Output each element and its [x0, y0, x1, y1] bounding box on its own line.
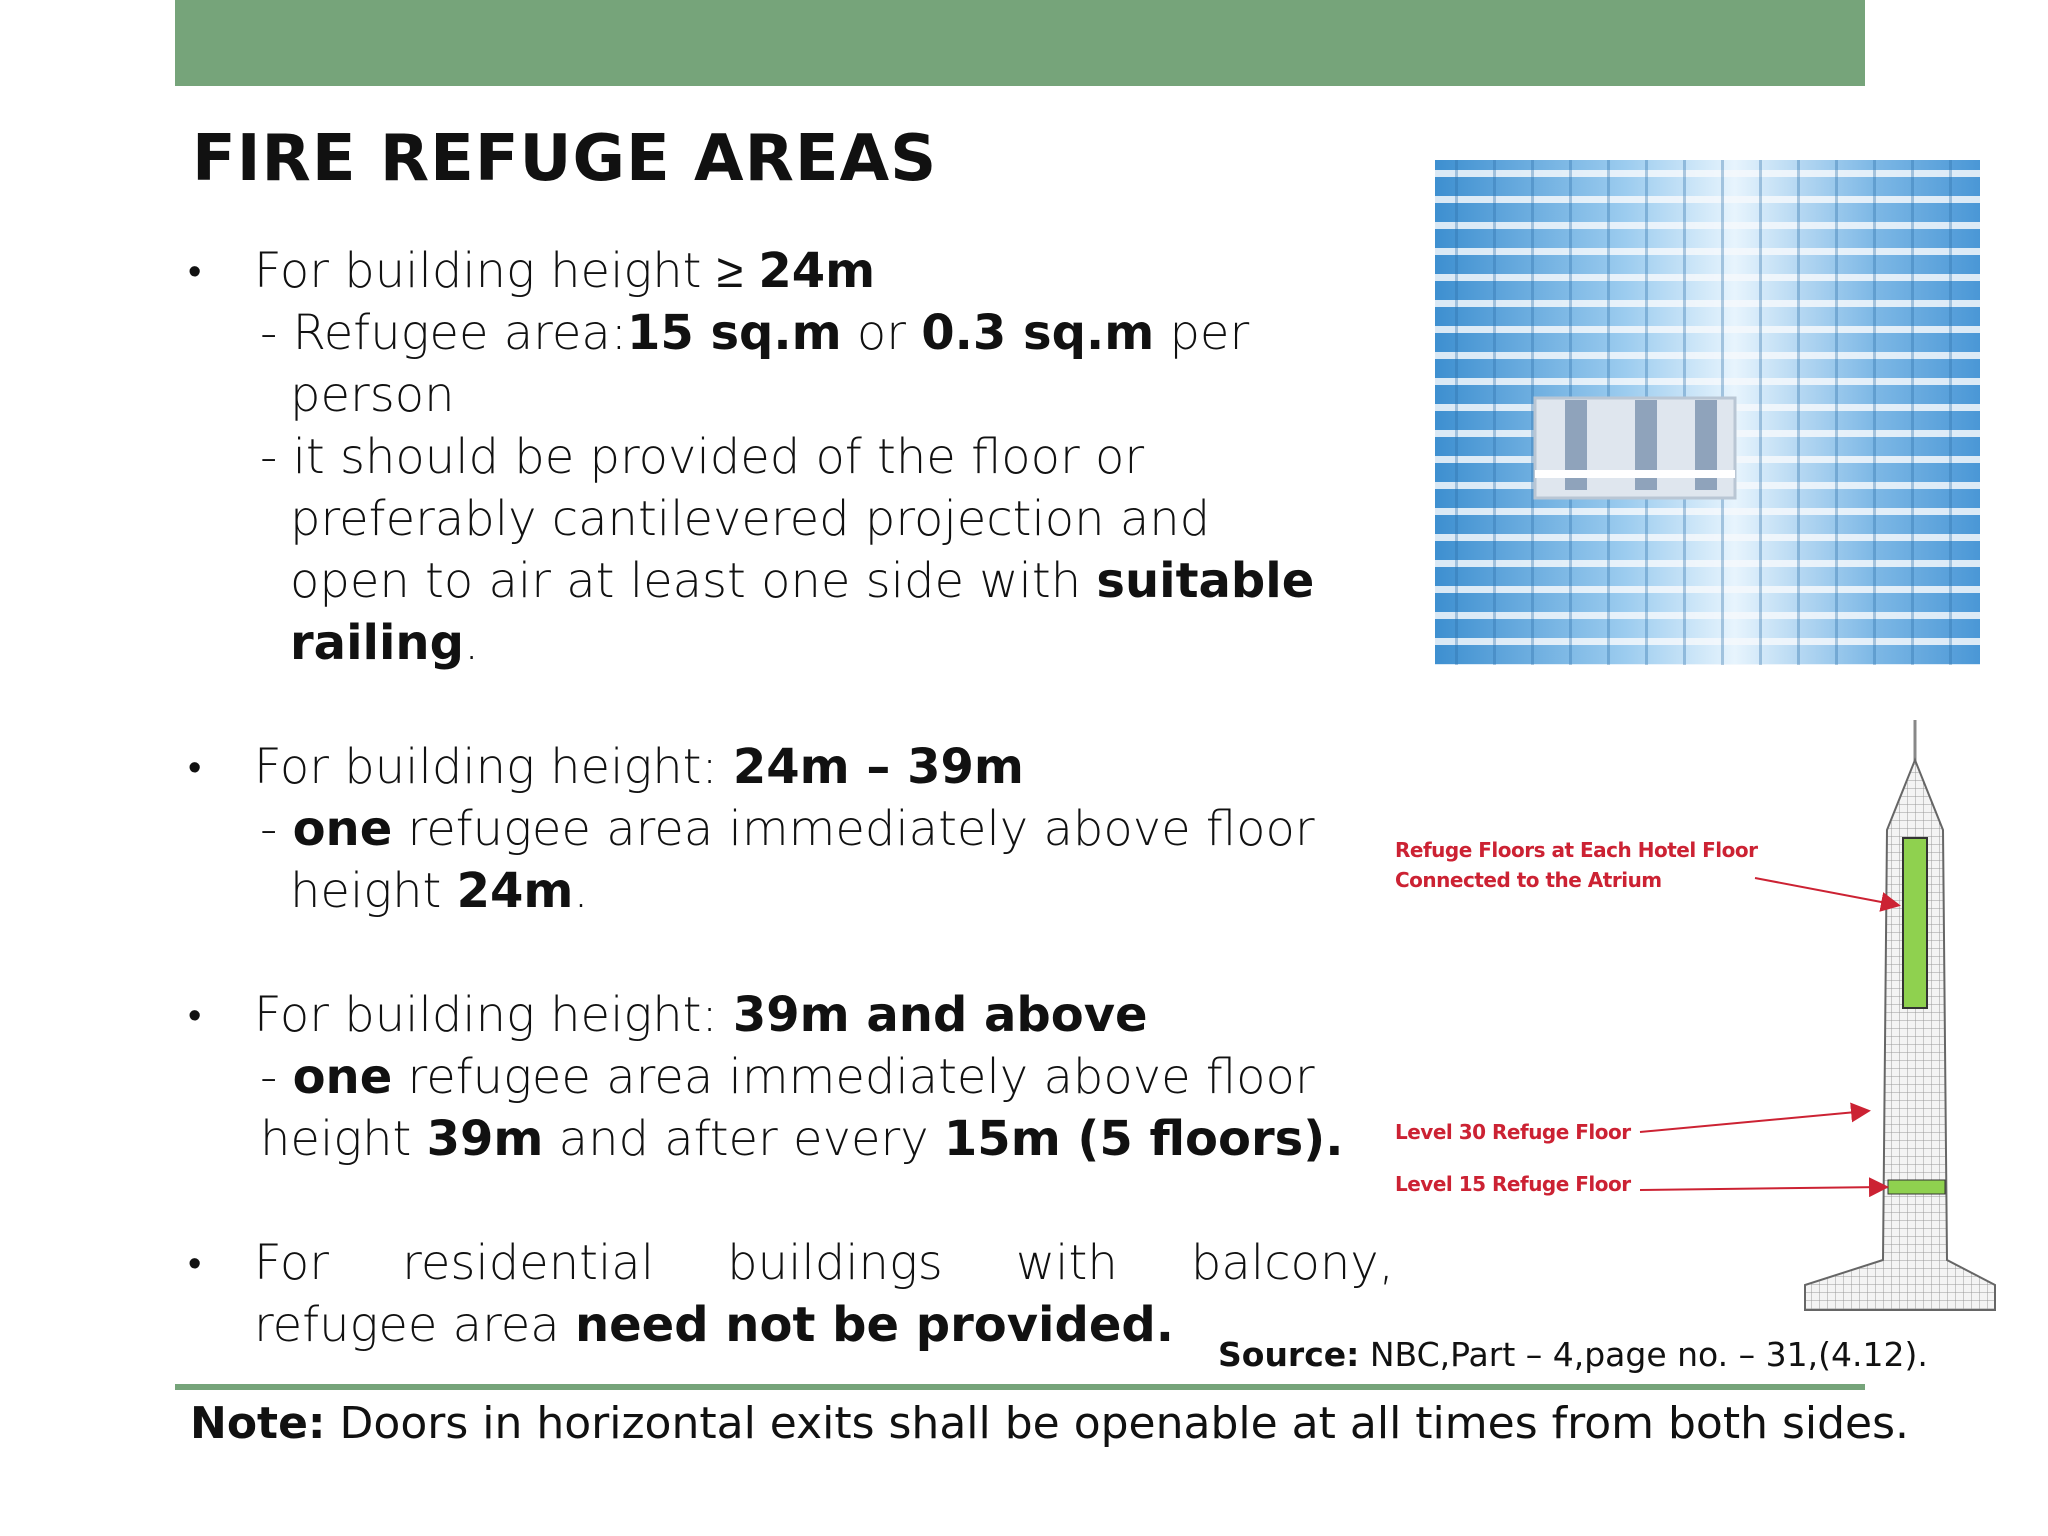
bullet-line: - one refugee area immediately above floor [260, 1049, 1315, 1105]
diagram-label-atrium-2: Connected to the Atrium [1395, 868, 1662, 892]
bullet-line: - one refugee area immediately above floor [260, 801, 1315, 857]
bullet-line: For building height ≥ 24m [254, 243, 876, 299]
bullet-line: height 24m. [290, 863, 589, 919]
bullet-item-1 [180, 240, 1380, 674]
diagram-label-level30: Level 30 Refuge Floor [1395, 1120, 1631, 1144]
bullet-line: person [290, 367, 455, 423]
bullet-line: - Refugee area:15 sq.m or 0.3 sq.m per [260, 305, 1250, 361]
bullet-dot: • [188, 745, 202, 789]
page-title: FIRE REFUGE AREAS [192, 122, 938, 196]
source-citation: Source: NBC,Part – 4,page no. – 31,(4.12). [1218, 1335, 1928, 1374]
building-photo [1435, 160, 1980, 665]
bullet-item-3 [180, 984, 1380, 1170]
bullet-line: height 39m and after every 15m (5 floors). [260, 1111, 1344, 1167]
bullet-item-4 [180, 1232, 1394, 1356]
bullet-item-2 [180, 736, 1380, 922]
bullet-line: open to air at least one side with suitable [290, 553, 1315, 609]
bullet-dot: • [188, 1241, 202, 1285]
bullet-line: railing. [290, 615, 480, 671]
refuge-floor-diagram [1395, 700, 2045, 1330]
diagram-label-level15: Level 15 Refuge Floor [1395, 1172, 1631, 1196]
bullet-line: For building height: 24m – 39m [254, 739, 1024, 795]
footer-note: Note: Doors in horizontal exits shall be openable at all times from both sides. [190, 1398, 1910, 1449]
bullet-line: - it should be provided of the floor or [260, 429, 1145, 485]
bullet-dot: • [188, 993, 202, 1037]
diagram-label-atrium: Refuge Floors at Each Hotel Floor [1395, 838, 1758, 862]
footer-divider [175, 1384, 1865, 1390]
bullet-line: preferably cantilevered projection and [290, 491, 1211, 547]
bullet-line: For residential buildings with balcony, [254, 1235, 1394, 1291]
bullet-line: For building height: 39m and above [254, 987, 1148, 1043]
bullet-line: refugee area need not be provided. [254, 1297, 1174, 1353]
bullet-list [180, 240, 1394, 1356]
header-accent-bar [175, 0, 1865, 86]
bullet-dot: • [188, 249, 202, 293]
